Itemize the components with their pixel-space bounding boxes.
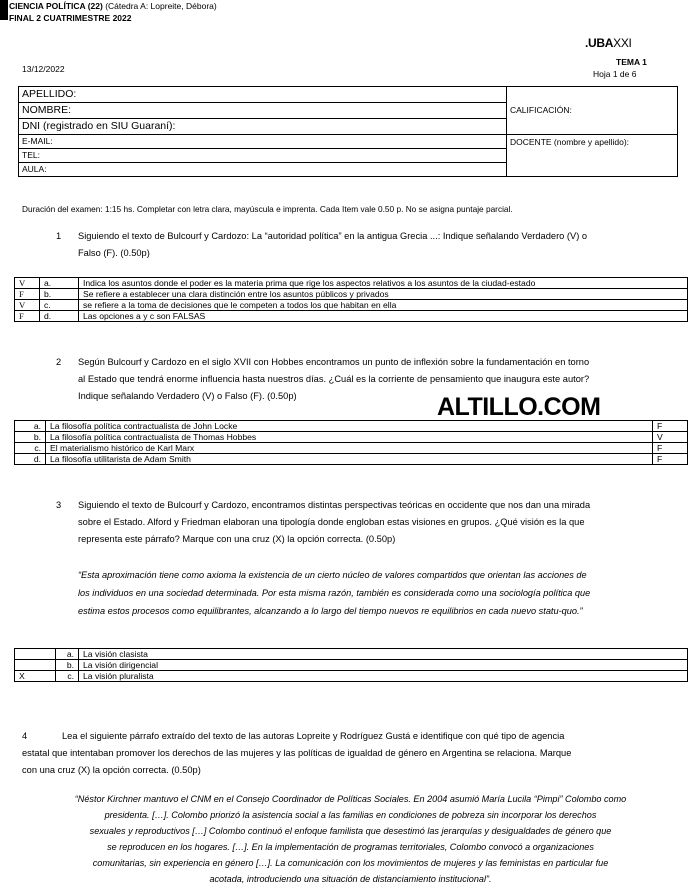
option-letter: d. — [15, 454, 46, 465]
option-text: La filosofía utilitarista de Adam Smith — [46, 454, 653, 465]
question-3 — [56, 497, 696, 549]
quote-line: “Esta aproximación tiene como axioma la existencia de un cierto núcleo de valores compartidos que orientan las acciones de — [78, 570, 587, 580]
q4-quote — [18, 791, 683, 887]
option-text: Se refiere a establecer una clara distinción entre los asuntos públicos y privados — [79, 289, 688, 300]
tel-field[interactable]: TEL: — [19, 149, 507, 163]
table-row — [15, 671, 688, 682]
answer-mark[interactable] — [15, 649, 56, 660]
table-row — [15, 649, 688, 660]
exam-date: 13/12/2022 — [22, 64, 65, 74]
quote-line: presidenta. […]. Colombo priorizó la asistencia social a las familias en condiciones de pobreza sin incorporar los derechos — [104, 810, 597, 820]
q1-answer-table — [14, 277, 688, 322]
answer-mark[interactable] — [15, 660, 56, 671]
quote-line: sexuales y reproductivos […] Colombo continuó el enfoque familista que desestimó las jerarquías y desigualdades de género que — [89, 826, 612, 836]
answer-mark[interactable]: F — [15, 289, 40, 300]
question-text: Siguiendo el texto de Bulcourf y Cardozo: La “autoridad política” en la antigua Grecia ...: Indique señalando Verdadero (V) o — [78, 231, 588, 241]
q3-answer-table — [14, 648, 688, 682]
table-row — [15, 289, 688, 300]
option-letter: c. — [56, 671, 79, 682]
table-row — [15, 660, 688, 671]
question-number: 3 — [56, 500, 62, 510]
answer-mark[interactable]: V — [15, 278, 40, 289]
question-number: 1 — [56, 231, 62, 241]
calificacion-field: CALIFICACIÓN: — [507, 87, 678, 135]
question-text: Según Bulcourf y Cardozo en el siglo XVII con Hobbes encontramos un punto de inflexión sobre la fundamentación en torno — [78, 357, 590, 367]
quote-line: comunitarias, sin experiencia en género […]. La comunicación con los movimientos de mujeres y las feministas en particular fue — [92, 858, 609, 868]
altillo-watermark: ALTILLO.COM — [437, 393, 601, 421]
option-letter: b. — [15, 432, 46, 443]
question-text: estatal que intentaban promover los derechos de las mujeres y las políticas de igualdad de género en Argentina se relaciona. Marque — [22, 748, 572, 758]
table-row — [15, 421, 688, 432]
table-row — [15, 311, 688, 322]
q3-quote — [78, 566, 698, 620]
quote-line: se reproducen en los hogares. […]. En la implementación de programas territoriales, Colombo convocó a organizaciones — [107, 842, 594, 852]
question-text: Falso (F). (0.50p) — [78, 248, 150, 258]
option-letter: c. — [40, 300, 79, 311]
course-title: CIENCIA POLÍTICA (22) (Cátedra A: Lopreite, Débora) — [9, 1, 217, 11]
option-text: La visión dirigencial — [79, 660, 688, 671]
option-letter: d. — [40, 311, 79, 322]
option-letter: a. — [15, 421, 46, 432]
docente-field: DOCENTE (nombre y apellido): — [507, 135, 678, 177]
table-row — [15, 454, 688, 465]
table-row — [15, 278, 688, 289]
table-row — [15, 432, 688, 443]
answer-mark[interactable]: F — [15, 311, 40, 322]
uba-xxi-logo: .UBAXXI — [585, 36, 632, 50]
option-text: Las opciones a y c son FALSAS — [79, 311, 688, 322]
question-text: sobre el Estado. Alford y Friedman elaboran una tipología donde engloban estas visiones en grupos. ¿Qué visión es la que — [78, 517, 585, 527]
option-text: La filosofía política contractualista de John Locke — [46, 421, 653, 432]
question-text: al Estado que tendrá enorme influencia hasta nuestros días. ¿Cuál es la corriente de pensamiento que inaugura este autor? — [78, 374, 590, 384]
option-letter: c. — [15, 443, 46, 454]
option-letter: a. — [56, 649, 79, 660]
question-text: Siguiendo el texto de Bulcourf y Cardozo, encontramos distintas perspectivas teóricas en occidente que nos dan una mirada — [78, 500, 591, 510]
option-letter: a. — [40, 278, 79, 289]
question-text: con una cruz (X) la opción correcta. (0.50p) — [22, 765, 201, 775]
question-text: Lea el siguiente párrafo extraído del texto de las autoras Lopreite y Rodríguez Gustá e identifique con qué tipo de agencia — [62, 731, 565, 741]
chair-name: (Cátedra A: Lopreite, Débora) — [105, 1, 217, 11]
answer-mark[interactable]: F — [653, 421, 688, 432]
header-black-bar — [0, 0, 8, 20]
question-text: Indique señalando Verdadero (V) o Falso (F). (0.50p) — [78, 391, 297, 401]
nombre-field[interactable]: NOMBRE: — [19, 103, 507, 119]
option-text: La filosofía política contractualista de Thomas Hobbes — [46, 432, 653, 443]
q2-answer-table — [14, 420, 688, 465]
table-row — [15, 300, 688, 311]
exam-instructions: Duración del examen: 1:15 hs. Completar con letra clara, mayúscula e imprenta. Cada Item vale 0.50 p. No se asigna puntaje parcial. — [22, 204, 513, 214]
option-text: La visión clasista — [79, 649, 688, 660]
option-text: se refiere a la toma de decisiones que le competen a todos los que habitan en ella — [79, 300, 688, 311]
question-1 — [56, 228, 686, 264]
option-letter: b. — [40, 289, 79, 300]
student-info-table — [18, 86, 678, 177]
answer-mark[interactable]: V — [15, 300, 40, 311]
quote-line: los individuos en una sociedad determinada. Por esta misma razón, también es considerada como una sociología política que — [78, 588, 591, 598]
quote-line: “Néstor Kirchner mantuvo el CNM en el Consejo Coordinador de Políticas Sociales. En 2004 asumió María Lucila “Pimpi” Colombo como — [74, 794, 627, 804]
option-text: Indica los asuntos donde el poder es la materia prima que rige los aspectos relativos a los asuntos de la ciudad-estado — [79, 278, 688, 289]
option-letter: b. — [56, 660, 79, 671]
table-row — [15, 443, 688, 454]
apellido-field[interactable]: APELLIDO: — [19, 87, 507, 103]
question-number: 2 — [56, 357, 62, 367]
option-text: El materialismo histórico de Karl Marx — [46, 443, 653, 454]
answer-mark[interactable]: F — [653, 443, 688, 454]
aula-field[interactable]: AULA: — [19, 163, 507, 177]
answer-mark[interactable]: X — [15, 671, 56, 682]
page-indicator: Hoja 1 de 6 — [593, 69, 637, 79]
quote-line: estima estos procesos como equilibrantes, alcanzando a lo largo del tiempo nuevos re equilibrios en cada nuevo statu-quo.” — [78, 606, 583, 616]
answer-mark[interactable]: V — [653, 432, 688, 443]
quote-line: acotada, introduciendo una situación de distanciamiento institucional”. — [209, 874, 492, 884]
email-field[interactable]: E-MAIL: — [19, 135, 507, 149]
question-text: representa este párrafo? Marque con una cruz (X) la opción correcta. (0.50p) — [78, 534, 396, 544]
dni-field[interactable]: DNI (registrado en SIU Guaraní): — [19, 119, 507, 135]
exam-title: FINAL 2 CUATRIMESTRE 2022 — [9, 13, 132, 23]
answer-mark[interactable]: F — [653, 454, 688, 465]
question-4 — [22, 728, 692, 780]
tema-label: TEMA 1 — [616, 57, 647, 67]
question-number: 4 — [22, 731, 28, 741]
option-text: La visión pluralista — [79, 671, 688, 682]
